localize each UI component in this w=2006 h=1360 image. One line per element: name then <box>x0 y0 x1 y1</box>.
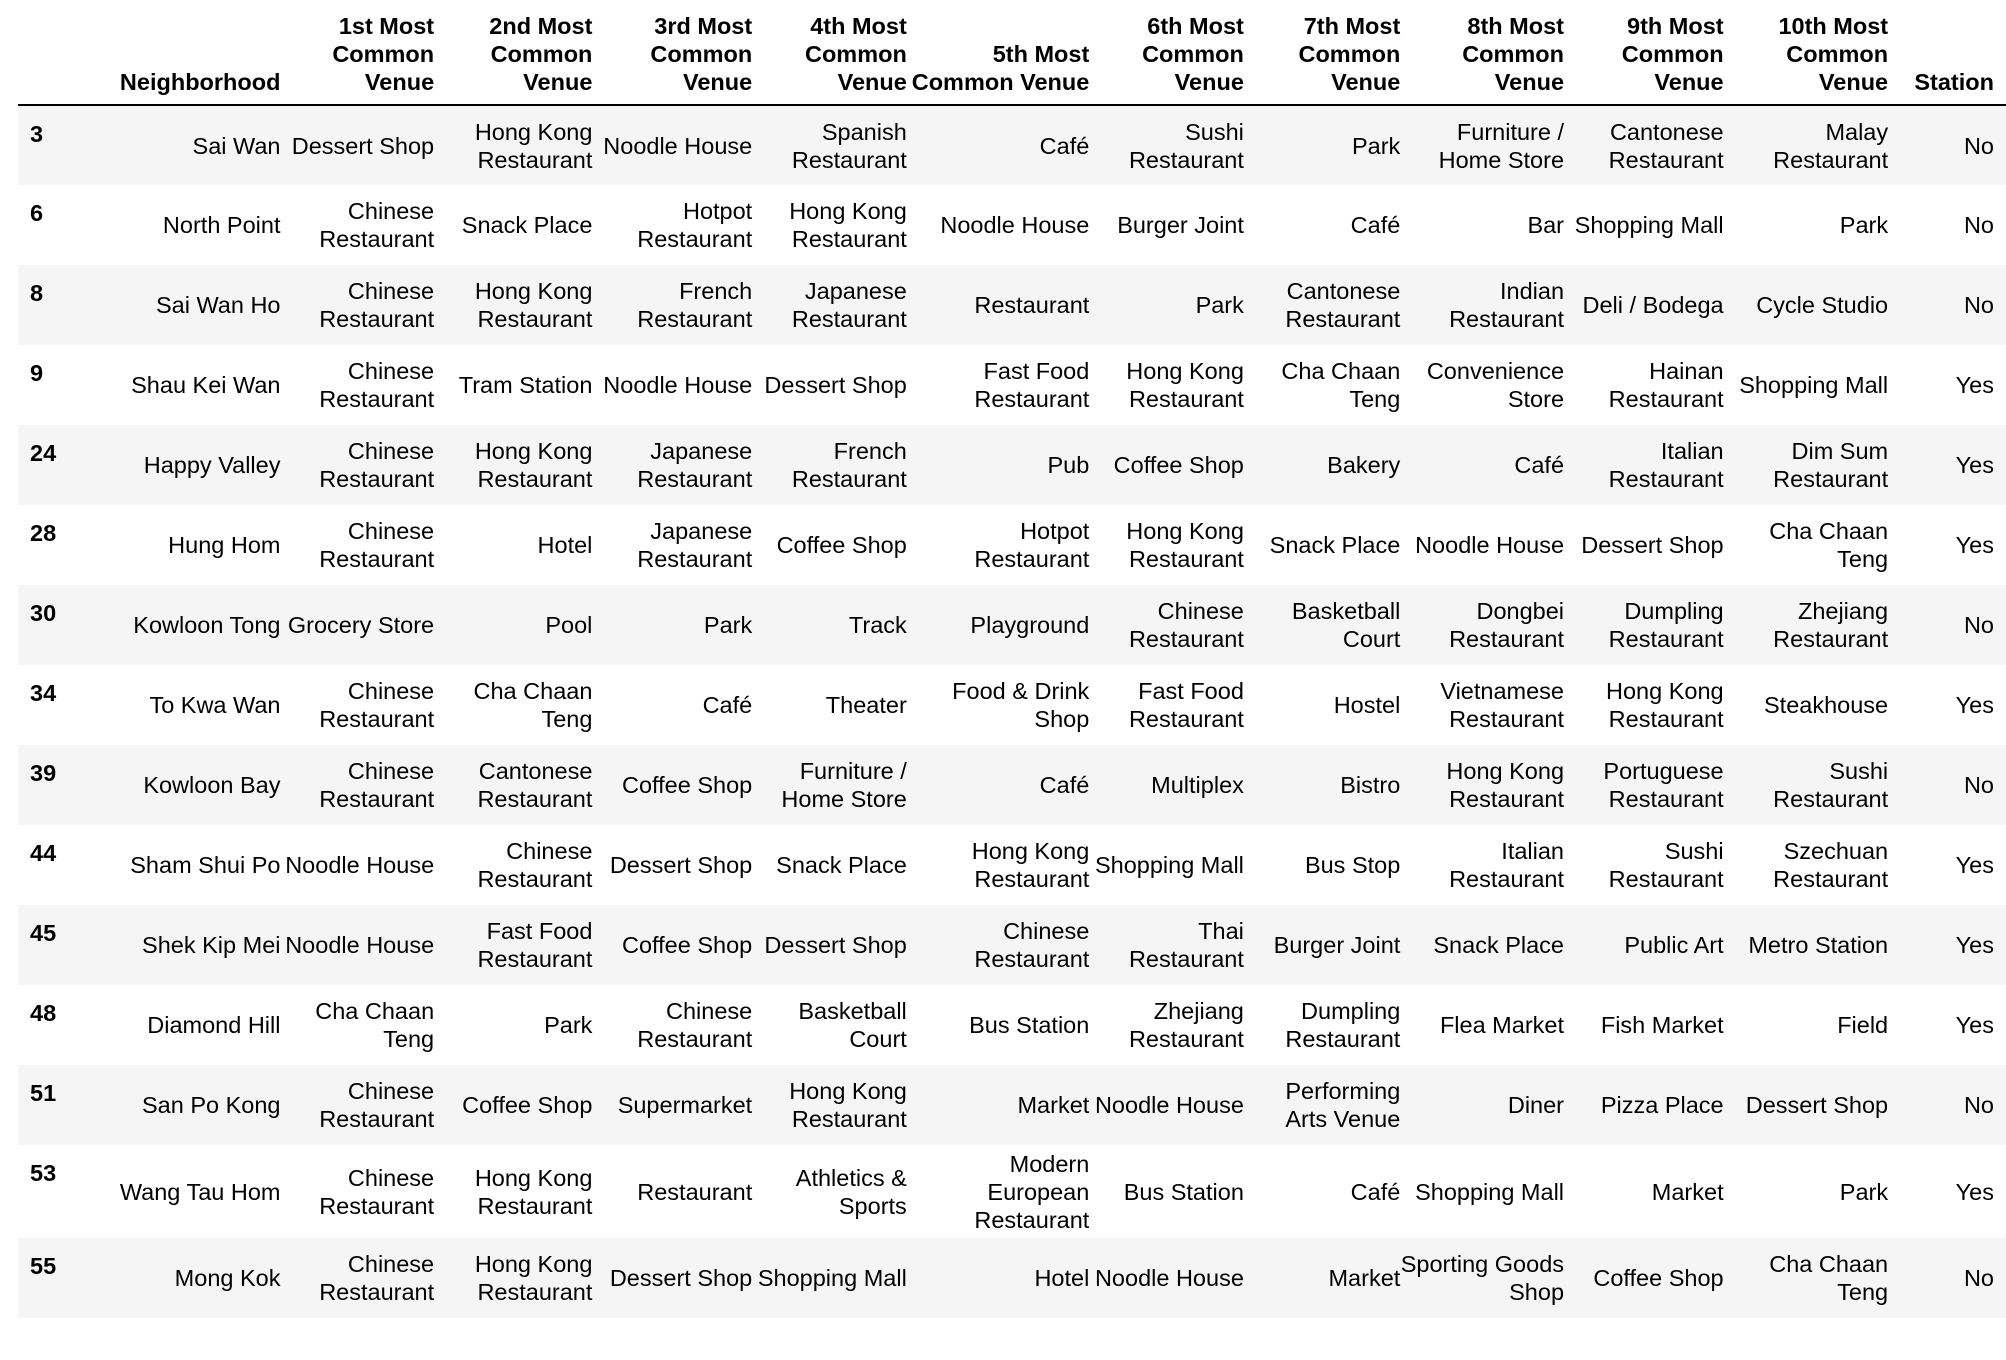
venue-cell-9: Sushi Restaurant <box>1608 838 1724 892</box>
venue-cell-5: Playground <box>970 612 1090 638</box>
neighborhood-cell: Kowloon Tong <box>133 612 281 638</box>
station-cell: Yes <box>1955 852 1994 878</box>
station-cell: Yes <box>1955 1012 1994 1038</box>
venue-cell-1: Chinese Restaurant <box>319 438 435 492</box>
venue-cell-7: Bistro <box>1340 772 1401 798</box>
venue-cell-8: Bar <box>1527 212 1565 238</box>
row-index: 9 <box>30 360 44 386</box>
column-header-venue-5: 5th Most Common Venue <box>907 12 1090 105</box>
table-row <box>18 905 2006 985</box>
venue-cell-10: Sushi Restaurant <box>1773 758 1889 812</box>
neighborhood-cell: Sham Shui Po <box>130 852 281 878</box>
venue-cell-1: Grocery Store <box>287 612 435 638</box>
venue-cell-10: Zhejiang Restaurant <box>1773 598 1889 652</box>
venue-cell-10: Metro Station <box>1748 932 1889 958</box>
venue-cell-4: Hong Kong Restaurant <box>789 1078 907 1132</box>
neighborhood-cell: San Po Kong <box>141 1092 281 1118</box>
venue-cell-5: Modern European Restaurant <box>974 1150 1090 1233</box>
neighborhood-cell: Shek Kip Mei <box>142 932 281 958</box>
venue-cell-10: Cha Chaan Teng <box>1769 518 1889 572</box>
venue-cell-3: Japanese Restaurant <box>637 438 753 492</box>
row-index: 24 <box>30 440 57 466</box>
venue-cell-2: Snack Place <box>461 212 593 238</box>
venue-cell-10: Cha Chaan Teng <box>1769 1251 1889 1305</box>
venue-cell-4: Basketball Court <box>798 998 907 1052</box>
row-index: 44 <box>30 840 57 866</box>
venue-cell-4: Hong Kong Restaurant <box>789 198 907 252</box>
venue-cell-3: Dessert Shop <box>609 1265 753 1291</box>
venue-cell-1: Chinese Restaurant <box>319 198 435 252</box>
venue-cell-2: Tram Station <box>458 372 593 398</box>
venue-cell-6: Chinese Restaurant <box>1128 598 1244 652</box>
row-index: 48 <box>30 1000 57 1026</box>
neighborhood-cell: Shau Kei Wan <box>131 372 281 398</box>
venue-cell-9: Italian Restaurant <box>1608 438 1724 492</box>
venue-cell-6: Park <box>1195 292 1244 318</box>
venue-cell-3: French Restaurant <box>637 278 753 332</box>
venue-cell-9: Market <box>1651 1178 1724 1205</box>
venue-cell-3: Café <box>702 692 753 718</box>
table-row <box>18 825 2006 905</box>
venue-cell-7: Market <box>1328 1265 1401 1291</box>
venue-cell-8: Convenience Store <box>1426 358 1565 412</box>
venue-cell-4: Dessert Shop <box>764 372 907 398</box>
column-header-venue-3: 3rd Most Common Venue <box>592 12 752 105</box>
venue-cell-8: Noodle House <box>1415 532 1565 558</box>
venue-cell-4: Theater <box>825 692 907 718</box>
station-cell: No <box>1963 772 1994 798</box>
column-header-venue-4: 4th Most Common Venue <box>752 12 907 105</box>
table-header <box>18 12 2006 105</box>
venue-cell-8: Flea Market <box>1439 1012 1565 1038</box>
station-cell: Yes <box>1955 532 1994 558</box>
venue-cell-1: Cha Chaan Teng <box>315 998 435 1052</box>
row-index: 53 <box>30 1160 57 1186</box>
venue-cell-8: Shopping Mall <box>1415 1178 1565 1205</box>
neighborhood-cell: To Kwa Wan <box>149 692 281 718</box>
neighborhood-cell: Happy Valley <box>143 452 281 478</box>
station-cell: No <box>1963 612 1994 638</box>
venue-cell-3: Noodle House <box>603 372 753 398</box>
venue-cell-7: Bakery <box>1327 452 1401 478</box>
neighborhood-cell: North Point <box>162 212 281 238</box>
table-row <box>18 585 2006 665</box>
venue-cell-8: Diner <box>1507 1092 1565 1118</box>
venue-cell-7: Café <box>1350 1178 1401 1205</box>
venue-cell-10: Malay Restaurant <box>1773 118 1889 173</box>
row-index: 39 <box>30 760 57 786</box>
column-header-venue-9: 9th Most Common Venue <box>1564 12 1724 105</box>
venue-cell-9: Hainan Restaurant <box>1608 358 1724 412</box>
venue-cell-7: Snack Place <box>1269 532 1401 558</box>
row-index: 28 <box>30 520 57 546</box>
venue-cell-10: Park <box>1839 1178 1889 1205</box>
venue-cell-4: Track <box>848 612 907 638</box>
venue-cell-10: Field <box>1837 1012 1889 1038</box>
venue-cell-4: Coffee Shop <box>776 532 907 558</box>
table-row <box>18 265 2006 345</box>
venue-cell-5: Market <box>1017 1092 1090 1118</box>
venue-cell-9: Cantonese Restaurant <box>1608 118 1724 173</box>
venue-cell-4: Snack Place <box>776 852 907 878</box>
venue-cell-1: Dessert Shop <box>291 132 435 159</box>
venue-cell-5: Bus Station <box>969 1012 1090 1038</box>
venue-cell-7: Bus Stop <box>1304 852 1401 878</box>
venue-cell-7: Basketball Court <box>1291 598 1401 652</box>
table-row <box>18 1145 2006 1238</box>
venue-cell-5: Hong Kong Restaurant <box>971 838 1090 892</box>
venue-cell-4: Japanese Restaurant <box>791 278 907 332</box>
venue-cell-2: Hotel <box>537 532 593 558</box>
venue-cell-6: Noodle House <box>1094 1092 1244 1118</box>
venue-cell-9: Hong Kong Restaurant <box>1606 678 1724 732</box>
index-header <box>18 12 78 105</box>
venue-cell-2: Hong Kong Restaurant <box>474 1164 593 1219</box>
column-header-venue-7: 7th Most Common Venue <box>1244 12 1400 105</box>
venue-cell-7: Cha Chaan Teng <box>1281 358 1401 412</box>
venue-cell-6: Shopping Mall <box>1094 852 1244 878</box>
venues-table <box>18 12 2006 1318</box>
venue-cell-9: Pizza Place <box>1600 1092 1724 1118</box>
table-row <box>18 505 2006 585</box>
neighborhood-cell: Sai Wan Ho <box>155 292 281 318</box>
venue-cell-7: Café <box>1350 212 1401 238</box>
row-index: 8 <box>30 280 44 306</box>
venue-cell-5: Hotpot Restaurant <box>974 518 1090 572</box>
row-index: 6 <box>30 200 44 226</box>
station-cell: Yes <box>1955 932 1994 958</box>
table-row <box>18 425 2006 505</box>
row-index: 34 <box>30 680 57 706</box>
venue-cell-6: Zhejiang Restaurant <box>1128 998 1244 1052</box>
venue-cell-6: Sushi Restaurant <box>1128 118 1244 173</box>
venue-cell-6: Noodle House <box>1094 1265 1244 1291</box>
venue-cell-9: Shopping Mall <box>1574 212 1724 238</box>
venue-cell-7: Dumpling Restaurant <box>1285 998 1401 1052</box>
venue-cell-5: Fast Food Restaurant <box>974 358 1090 412</box>
venue-cell-2: Hong Kong Restaurant <box>474 118 593 173</box>
row-index: 51 <box>30 1080 57 1106</box>
station-cell: No <box>1963 132 1994 159</box>
neighborhood-cell: Wang Tau Hom <box>119 1178 281 1205</box>
venue-cell-5: Chinese Restaurant <box>974 918 1090 972</box>
column-header-neighborhood: Neighborhood <box>78 12 280 105</box>
column-header-venue-6: 6th Most Common Venue <box>1089 12 1244 105</box>
venue-cell-1: Chinese Restaurant <box>319 678 435 732</box>
table-row <box>18 105 2006 185</box>
station-cell: No <box>1963 1265 1994 1291</box>
venue-cell-1: Chinese Restaurant <box>319 518 435 572</box>
table-row <box>18 1065 2006 1145</box>
venue-cell-1: Chinese Restaurant <box>319 278 435 332</box>
row-index: 55 <box>30 1253 57 1279</box>
venue-cell-1: Chinese Restaurant <box>319 358 435 412</box>
dataframe-output <box>18 12 2006 1318</box>
table-row <box>18 745 2006 825</box>
venue-cell-8: Dongbei Restaurant <box>1449 598 1565 652</box>
neighborhood-cell: Diamond Hill <box>147 1012 281 1038</box>
venue-cell-2: Park <box>544 1012 593 1038</box>
venue-cell-8: Snack Place <box>1433 932 1565 958</box>
venue-cell-4: Dessert Shop <box>764 932 907 958</box>
venue-cell-7: Hostel <box>1333 692 1401 718</box>
venue-cell-8: Sporting Goods Shop <box>1400 1251 1565 1305</box>
venue-cell-8: Italian Restaurant <box>1449 838 1565 892</box>
venue-cell-4: Spanish Restaurant <box>791 118 907 173</box>
column-header-station: Station <box>1888 12 2006 105</box>
venue-cell-7: Cantonese Restaurant <box>1285 278 1401 332</box>
venue-cell-3: Park <box>703 612 753 638</box>
station-cell: Yes <box>1955 692 1994 718</box>
venue-cell-10: Steakhouse <box>1764 692 1889 718</box>
venue-cell-8: Furniture / Home Store <box>1438 118 1565 173</box>
venue-cell-3: Coffee Shop <box>621 932 753 958</box>
venue-cell-5: Noodle House <box>940 212 1090 238</box>
neighborhood-cell: Sai Wan <box>192 132 281 159</box>
table-row <box>18 345 2006 425</box>
venue-cell-10: Park <box>1839 212 1889 238</box>
venue-cell-10: Szechuan Restaurant <box>1773 838 1889 892</box>
venue-cell-4: Athletics & Sports <box>795 1164 907 1219</box>
column-header-venue-10: 10th Most Common Venue <box>1724 12 1889 105</box>
venue-cell-2: Hong Kong Restaurant <box>474 1251 593 1305</box>
venue-cell-6: Hong Kong Restaurant <box>1126 518 1244 572</box>
venue-cell-1: Noodle House <box>285 852 435 878</box>
venue-cell-6: Multiplex <box>1151 772 1244 798</box>
venue-cell-6: Thai Restaurant <box>1128 918 1244 972</box>
venue-cell-6: Bus Station <box>1123 1178 1244 1205</box>
station-cell: Yes <box>1955 452 1994 478</box>
station-cell: No <box>1963 1092 1994 1118</box>
venue-cell-6: Hong Kong Restaurant <box>1126 358 1244 412</box>
venue-cell-7: Performing Arts Venue <box>1285 1078 1401 1132</box>
venue-cell-5: Café <box>1039 132 1090 159</box>
venue-cell-3: Dessert Shop <box>609 852 753 878</box>
neighborhood-cell: Hung Hom <box>168 532 281 558</box>
venue-cell-8: Café <box>1514 452 1565 478</box>
neighborhood-cell: Mong Kok <box>174 1265 281 1291</box>
venue-cell-5: Food & Drink Shop <box>952 678 1090 732</box>
venue-cell-6: Fast Food Restaurant <box>1128 678 1244 732</box>
venue-cell-1: Chinese Restaurant <box>319 1164 435 1219</box>
venue-cell-4: Shopping Mall <box>757 1265 907 1291</box>
station-cell: No <box>1963 292 1994 318</box>
venue-cell-3: Noodle House <box>603 132 753 159</box>
table-row <box>18 1238 2006 1318</box>
venue-cell-6: Coffee Shop <box>1113 452 1244 478</box>
row-index: 3 <box>30 121 44 147</box>
venue-cell-10: Shopping Mall <box>1739 372 1889 398</box>
venue-cell-9: Public Art <box>1624 932 1724 958</box>
venue-cell-9: Dessert Shop <box>1581 532 1724 558</box>
station-cell: Yes <box>1955 372 1994 398</box>
venue-cell-1: Chinese Restaurant <box>319 1078 435 1132</box>
venue-cell-2: Fast Food Restaurant <box>477 918 593 972</box>
venue-cell-8: Vietnamese Restaurant <box>1440 678 1565 732</box>
venue-cell-2: Chinese Restaurant <box>477 838 593 892</box>
venue-cell-3: Hotpot Restaurant <box>637 198 753 252</box>
venue-cell-5: Café <box>1039 772 1090 798</box>
venue-cell-2: Hong Kong Restaurant <box>474 278 593 332</box>
venue-cell-7: Park <box>1351 132 1401 159</box>
column-header-venue-8: 8th Most Common Venue <box>1400 12 1564 105</box>
header-row <box>18 12 2006 105</box>
venue-cell-4: French Restaurant <box>791 438 907 492</box>
venue-cell-5: Pub <box>1047 452 1090 478</box>
venue-cell-10: Dim Sum Restaurant <box>1773 438 1889 492</box>
venue-cell-10: Cycle Studio <box>1756 292 1889 318</box>
venue-cell-2: Hong Kong Restaurant <box>474 438 593 492</box>
table-row <box>18 185 2006 265</box>
row-index: 45 <box>30 920 57 946</box>
venue-cell-10: Dessert Shop <box>1745 1092 1889 1118</box>
table-body <box>18 105 2006 1318</box>
venue-cell-9: Portuguese Restaurant <box>1603 758 1724 812</box>
venue-cell-2: Coffee Shop <box>462 1092 593 1118</box>
venue-cell-3: Japanese Restaurant <box>637 518 753 572</box>
venue-cell-1: Chinese Restaurant <box>319 758 435 812</box>
venue-cell-1: Chinese Restaurant <box>319 1251 435 1305</box>
station-cell: No <box>1963 212 1994 238</box>
venue-cell-8: Hong Kong Restaurant <box>1446 758 1565 812</box>
table-row <box>18 665 2006 745</box>
venue-cell-8: Indian Restaurant <box>1449 278 1565 332</box>
venue-cell-9: Dumpling Restaurant <box>1608 598 1724 652</box>
table-row <box>18 985 2006 1065</box>
venue-cell-7: Burger Joint <box>1273 932 1401 958</box>
venue-cell-6: Burger Joint <box>1117 212 1244 238</box>
venue-cell-1: Noodle House <box>285 932 435 958</box>
venue-cell-3: Coffee Shop <box>621 772 753 798</box>
station-cell: Yes <box>1955 1178 1994 1205</box>
venue-cell-3: Restaurant <box>637 1178 753 1205</box>
column-header-venue-1: 1st Most Common Venue <box>280 12 434 105</box>
venue-cell-2: Cantonese Restaurant <box>477 758 593 812</box>
venue-cell-4: Furniture / Home Store <box>781 758 907 812</box>
venue-cell-2: Pool <box>545 612 593 638</box>
column-header-venue-2: 2nd Most Common Venue <box>434 12 592 105</box>
venue-cell-2: Cha Chaan Teng <box>473 678 593 732</box>
row-index: 30 <box>30 600 57 626</box>
venue-cell-3: Supermarket <box>617 1092 753 1118</box>
venue-cell-9: Coffee Shop <box>1593 1265 1724 1291</box>
venue-cell-9: Deli / Bodega <box>1582 292 1724 318</box>
venue-cell-3: Chinese Restaurant <box>637 998 753 1052</box>
venue-cell-9: Fish Market <box>1600 1012 1724 1038</box>
venue-cell-5: Hotel <box>1034 1265 1090 1291</box>
venue-cell-5: Restaurant <box>974 292 1090 318</box>
neighborhood-cell: Kowloon Bay <box>143 772 281 798</box>
